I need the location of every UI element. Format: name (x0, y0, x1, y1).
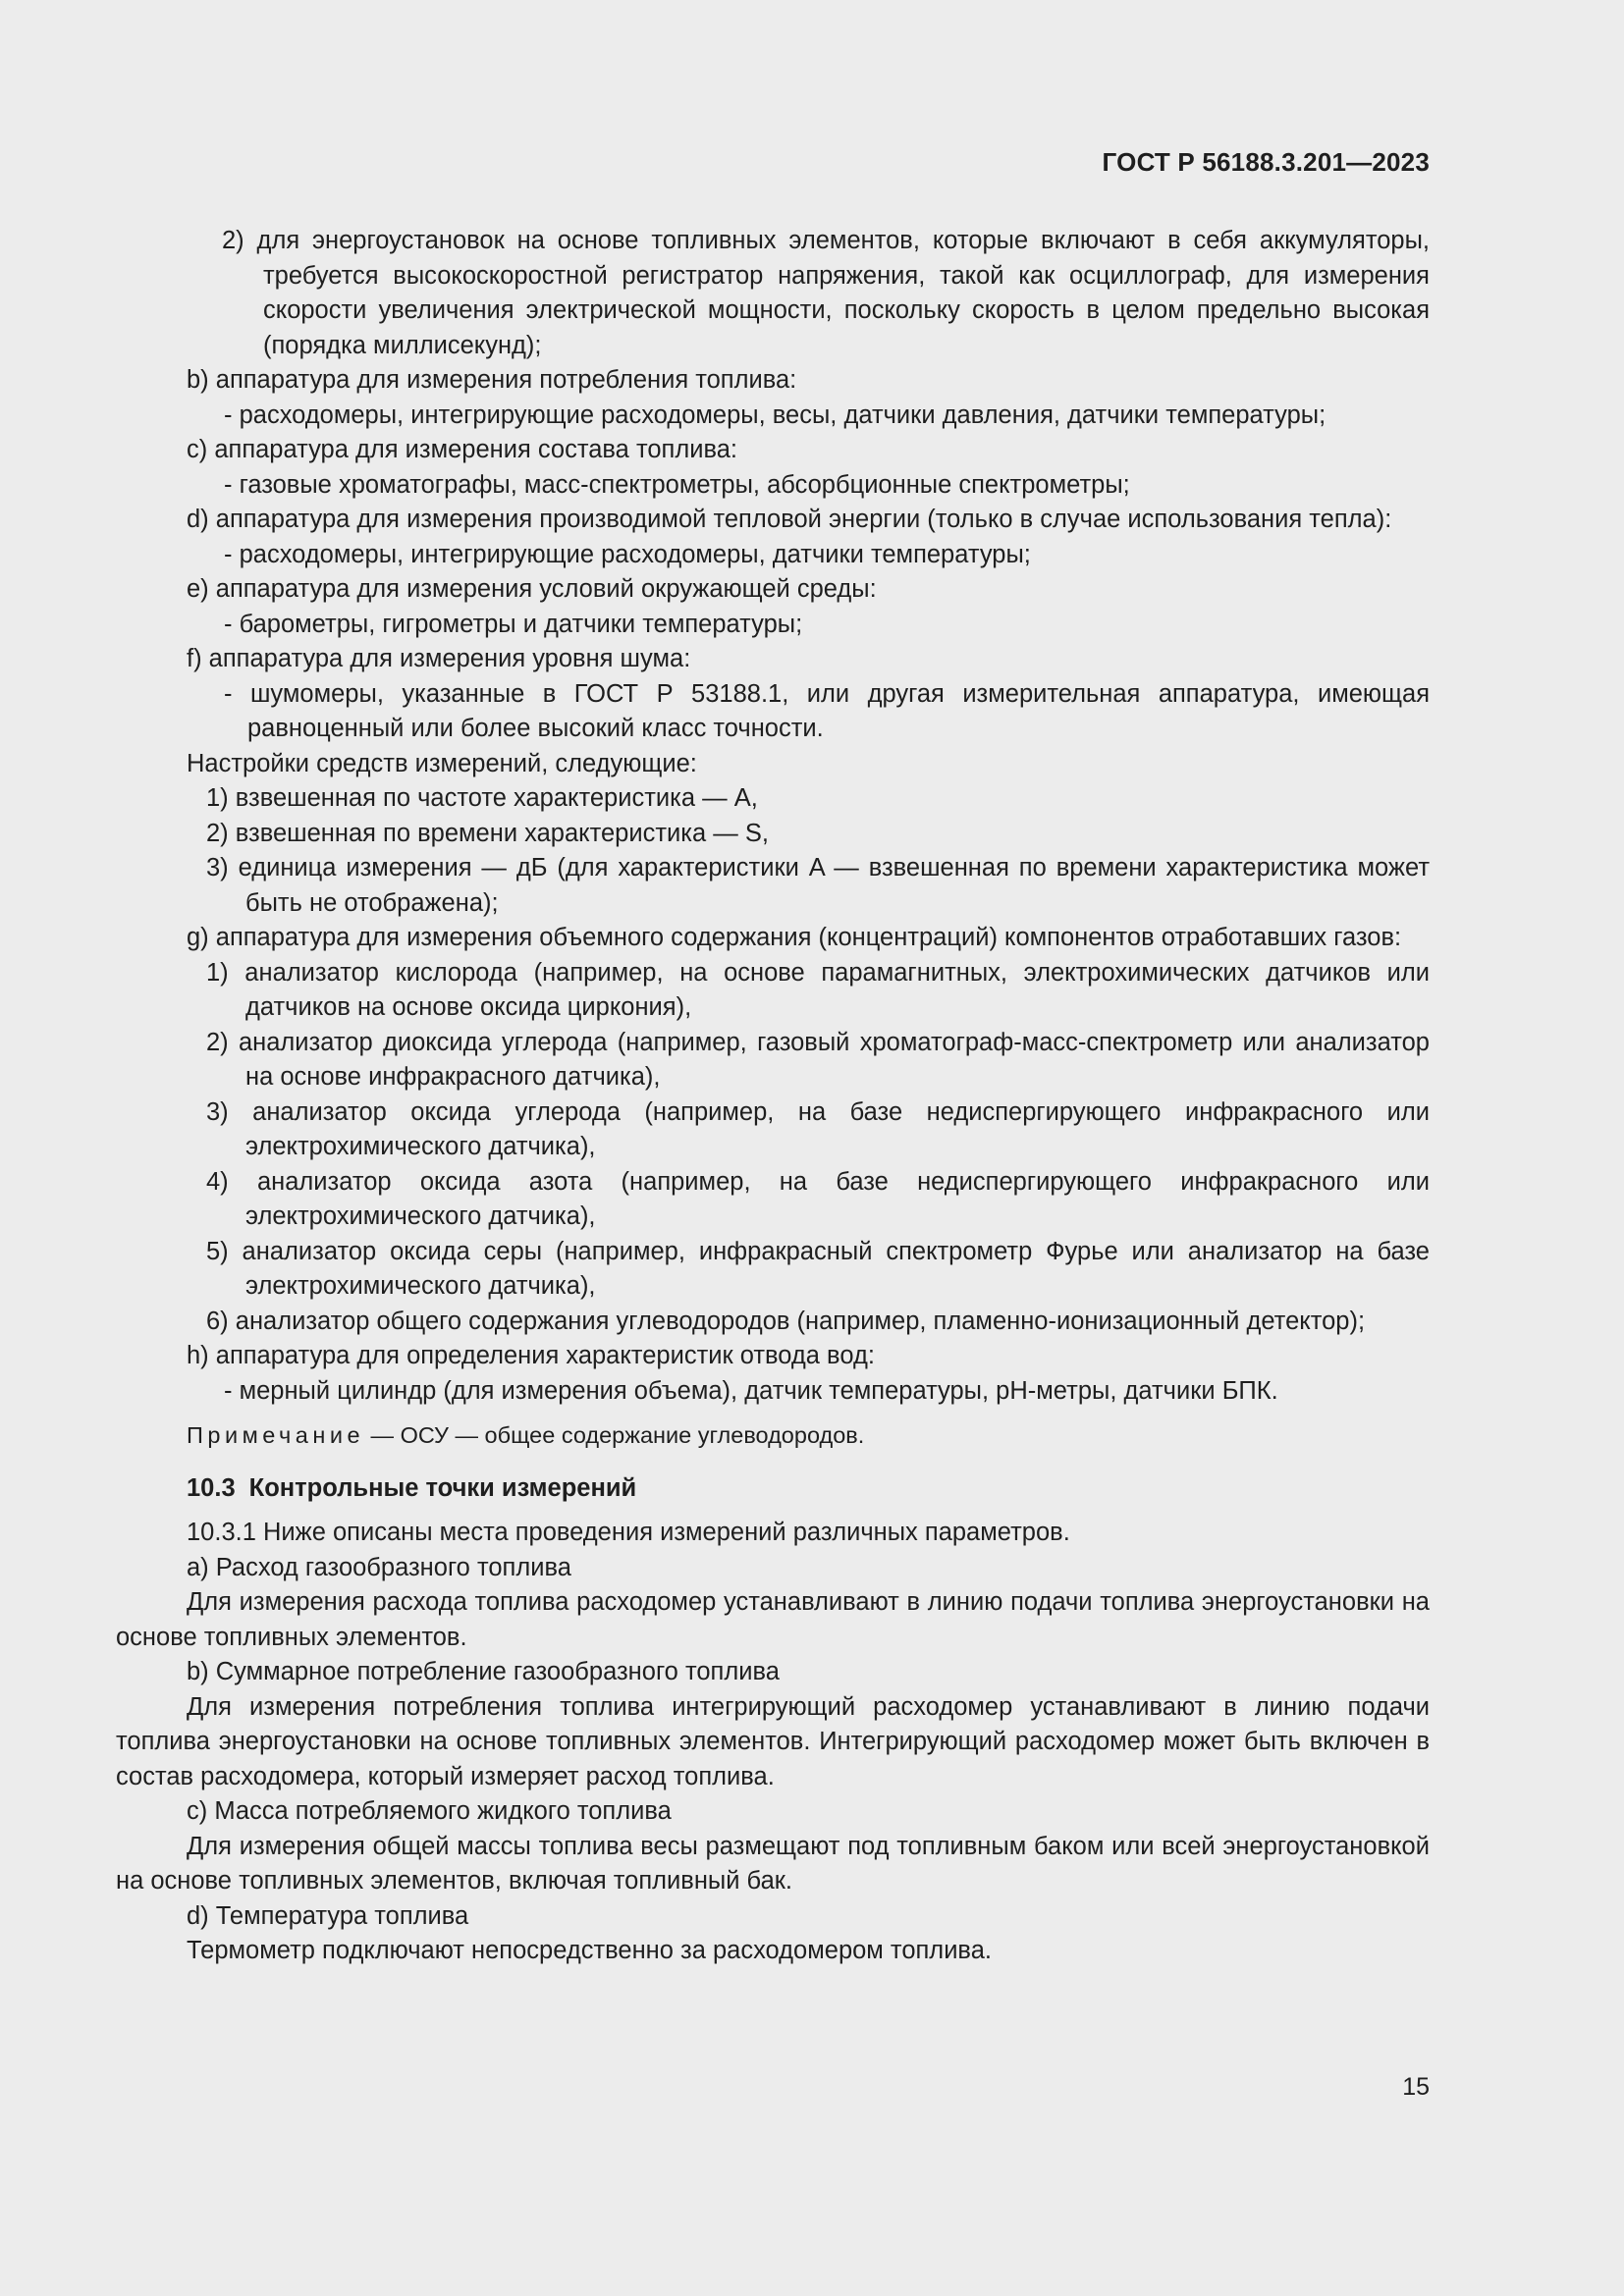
note (116, 1418, 1430, 1454)
paragraph: 6) анализатор общего содержания углеводородов (например, пламенно-ионизационный детектор); (206, 1307, 1366, 1335)
paragraph: - шумомеры, указанные в ГОСТ Р 53188.1, или другая измерительная аппаратура, имеющая равноценный или более высокий класс точности. (224, 679, 1430, 742)
paragraph: b) Суммарное потребление газообразного топлива (187, 1658, 780, 1685)
document-body (116, 224, 1430, 1969)
paragraph: h) аппаратура для определения характеристик отвода вод: (187, 1342, 875, 1369)
paragraph: a) Расход газообразного топлива (187, 1553, 571, 1581)
document-header: ГОСТ Р 56188.3.201—2023 (1102, 147, 1430, 177)
paragraph: - расходомеры, интегрирующие расходомеры, весы, датчики давления, датчики температуры; (224, 400, 1326, 429)
paragraph: Термометр подключают непосредственно за расходомером топлива. (187, 1937, 992, 1964)
paragraph: g) аппаратура для измерения объемного содержания (концентраций) компонентов отработавших газов: (187, 924, 1402, 951)
paragraph: Для измерения общей массы топлива весы размещают под топливным баком или всей энергоустановкой на основе топливных элементов, включая топливный бак. (116, 1832, 1430, 1895)
section-heading (116, 1471, 1430, 1507)
paragraph: 1) взвешенная по частоте характеристика — A, (206, 784, 758, 812)
paragraph: c) аппаратура для измерения состава топлива: (187, 436, 737, 463)
measurement-points (116, 1516, 1430, 1969)
paragraph: f) аппаратура для измерения уровня шума: (187, 645, 691, 672)
paragraph: - расходомеры, интегрирующие расходомеры, датчики температуры; (224, 540, 1031, 568)
paragraph: Настройки средств измерений, следующие: (187, 749, 697, 777)
paragraph: Для измерения потребления топлива интегрирующий расходомер устанавливают в линию подачи топлива энергоустановки на основе топливных элементов. Интегрирующий расходомер может быть включен в состав расходомера, который измеряет расход топлива. (116, 1692, 1430, 1790)
paragraph: 2) взвешенная по времени характеристика — S, (206, 819, 769, 847)
note-label: Примечание (187, 1422, 365, 1448)
paragraph: 3) единица измерения — дБ (для характеристики A — взвешенная по времени характеристика может быть не отображена); (206, 854, 1430, 917)
paragraph: 5) анализатор оксида серы (например, инфракрасный спектрометр Фурье или анализатор на базе электрохимического датчика), (206, 1237, 1430, 1300)
paragraph: - мерный цилиндр (для измерения объема), датчик температуры, pH-метры, датчики БПК. (224, 1376, 1278, 1405)
paragraph: 3) анализатор оксида углерода (например, на базе недиспергирующего инфракрасного или электрохимического датчика), (206, 1097, 1430, 1160)
paragraph: d) аппаратура для измерения производимой тепловой энергии (только в случае использования тепла): (187, 506, 1392, 533)
section-number: 10.3 (187, 1473, 236, 1502)
page-number: 15 (1402, 2073, 1430, 2101)
paragraph: 1) анализатор кислорода (например, на основе парамагнитных, электрохимических датчиков или датчиков на основе оксида циркония), (206, 958, 1430, 1021)
paragraph: c) Масса потребляемого жидкого топлива (187, 1797, 672, 1825)
paragraph: 4) анализатор оксида азота (например, на базе недиспергирующего инфракрасного или электрохимического датчика), (206, 1167, 1430, 1230)
paragraph: 10.3.1 Ниже описаны места проведения измерений различных параметров. (187, 1519, 1070, 1546)
paragraph: 2) для энергоустановок на основе топливных элементов, которые включают в себя аккумуляторы, требуется высокоскоростной регистратор напряжения, такой как осциллограф, для измерения скорости увеличения электрической мощности, поскольку скорость в целом предельно высокая (порядка миллисекунд); (222, 227, 1430, 359)
paragraph: - газовые хроматографы, масс-спектрометры, абсорбционные спектрометры; (224, 470, 1130, 499)
note-text: — ОСУ — общее содержание углеводородов. (364, 1422, 865, 1448)
paragraph: 2) анализатор диоксида углерода (например, газовый хроматограф-масс-спектрометр или анализатор на основе инфракрасного датчика), (206, 1028, 1430, 1091)
equipment-list (116, 224, 1430, 1409)
paragraph: Для измерения расхода топлива расходомер устанавливают в линию подачи топлива энергоустановки на основе топливных элементов. (116, 1588, 1430, 1651)
paragraph: - барометры, гигрометры и датчики температуры; (224, 610, 803, 638)
paragraph: b) аппаратура для измерения потребления топлива: (187, 366, 797, 394)
paragraph: d) Температура топлива (187, 1901, 469, 1930)
paragraph: e) аппаратура для измерения условий окружающей среды: (187, 575, 877, 603)
section-title: Контрольные точки измерений (248, 1473, 637, 1502)
